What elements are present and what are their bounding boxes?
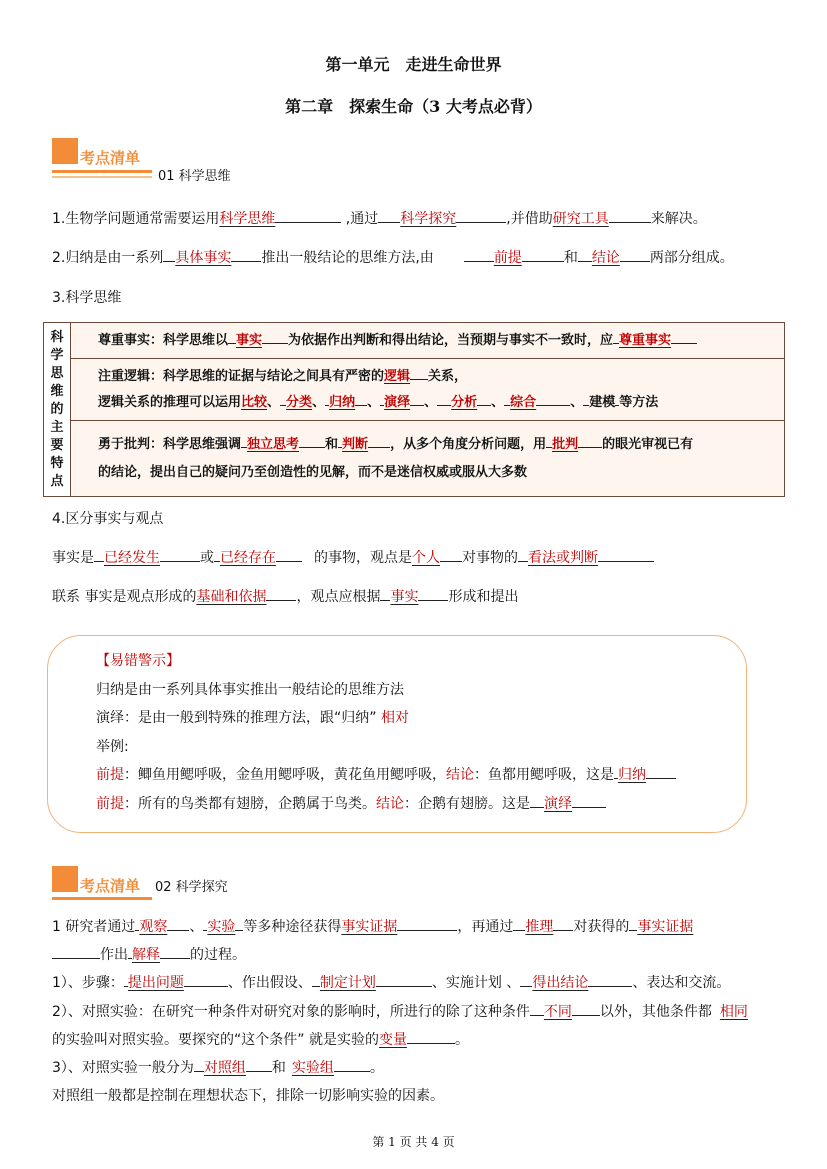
- table-side-label: 科 学 思 维 的 主 要 特 点: [44, 323, 71, 497]
- warning-title: 【易错警示】: [96, 653, 180, 669]
- answer-blank: 研究工具: [552, 211, 609, 227]
- answer-blank: 科学探究: [400, 211, 457, 227]
- warning-line-3: 举例:: [96, 739, 129, 755]
- table-row-logic: 注重逻辑：科学思维的证据与结论之间具有严密的逻辑 关系， 逻辑关系的推理可以运用比较、 分类、 归纳 、 演绎 、 分析 、 综合 、 建模 等方法: [71, 359, 785, 421]
- s2-p3b: 的实验叫对照实验。要探究的“这个条件” 就是实验的变量 。: [52, 1029, 469, 1049]
- answer-blank: 具体事实: [175, 250, 232, 266]
- thinking-features-table: [43, 322, 785, 497]
- section1-tag-label: 考点清单: [80, 149, 141, 167]
- s2-p3: 2）、对照实验：在研究一种条件对研究对象的影响时，所进行的除了这种条件 不同 以外，其他条件都 相同: [52, 1001, 748, 1021]
- tag-square-icon: [52, 866, 78, 892]
- warning-line-2: 演绎：是由一般到特殊的推理方法，跟“归纳” 相对: [96, 710, 409, 726]
- unit-title: 第一单元 走进生命世界: [325, 55, 502, 74]
- tag-underline: [52, 170, 152, 173]
- q3-title: 3.科学思维: [52, 290, 122, 306]
- section2-subtitle: 02 科学探究: [155, 880, 228, 895]
- q4-fact-line: 事实是 已经发生 或 已经存在 的事物，观点是个人 对事物的 看法或判断: [52, 547, 654, 567]
- table-row-critical: 勇于批判：科学思维强调 独立思考 和 判断 ，从多个角度分析问题，用 批判 的眼光审视已有 的结论，提出自己的疑问乃至创造性的见解，而不是迷信权威或服从大多数: [71, 421, 785, 497]
- section1-subtitle: 01 科学思维: [158, 169, 231, 184]
- answer-blank: 结论: [591, 250, 620, 266]
- s2-p2: 1）、步骤： 提出问题 、作出假设、 制定计划 、实施计划 、 得出结论 、表达和交流。: [52, 972, 730, 992]
- answer-blank: 科学思维: [219, 211, 276, 227]
- s2-p1b: 作出 解释 的过程。: [52, 944, 246, 964]
- warning-line-4: 前提：鲫鱼用鳃呼吸，金鱼用鳃呼吸，黄花鱼用鳃呼吸，结论：鱼都用鳃呼吸，这是 归纳: [96, 764, 676, 784]
- section2-tag-label: 考点清单: [80, 877, 141, 895]
- q4-title: 4.区分事实与观点: [52, 511, 164, 527]
- page-footer: 第 1 页 共 4 页: [372, 1135, 455, 1149]
- tag-underline: [52, 897, 152, 900]
- answer-blank: 前提: [493, 250, 522, 266]
- q4-relation-line: 联系 事实是观点形成的基础和依据 ，观点应根据 事实 形成和提出: [52, 586, 518, 606]
- warning-line-5: 前提：所有的鸟类都有翅膀，企鹅属于鸟类。结论：企鹅有翅膀。这是 演绎: [96, 793, 606, 813]
- tag-underline-light: [52, 176, 152, 178]
- chapter-title: 第二章 探索生命（3 大考点必背）: [285, 97, 542, 116]
- warning-line-1: 归纳是由一系列具体事实推出一般结论的思维方法: [96, 682, 404, 698]
- s2-p4: 3）、对照实验一般分为 对照组 和 实验组 。: [52, 1057, 384, 1077]
- q2-line: 2.归纳是由一系列 具体事实 推出一般结论的思维方法,由 前提 和 结论 两部分组成。: [52, 247, 734, 267]
- s2-p1: 1 研究者通过 观察 、 实验 等多种途径获得事实证据 ，再通过 推理 对获得的 事实证据: [52, 916, 693, 936]
- tag-square-icon: [52, 138, 78, 164]
- q1-line: 1.生物学问题通常需要运用科学思维 ,通过 科学探究 ,并借助研究工具 来解决。: [52, 208, 707, 228]
- table-row-respect-facts: 尊重事实：科学思维以 事实 为依据作出判断和得出结论，当预期与事实不一致时，应 尊重事实: [71, 323, 785, 359]
- s2-p5: 对照组一般都是控制在理想状态下，排除一切影响实验的因素。: [52, 1088, 444, 1104]
